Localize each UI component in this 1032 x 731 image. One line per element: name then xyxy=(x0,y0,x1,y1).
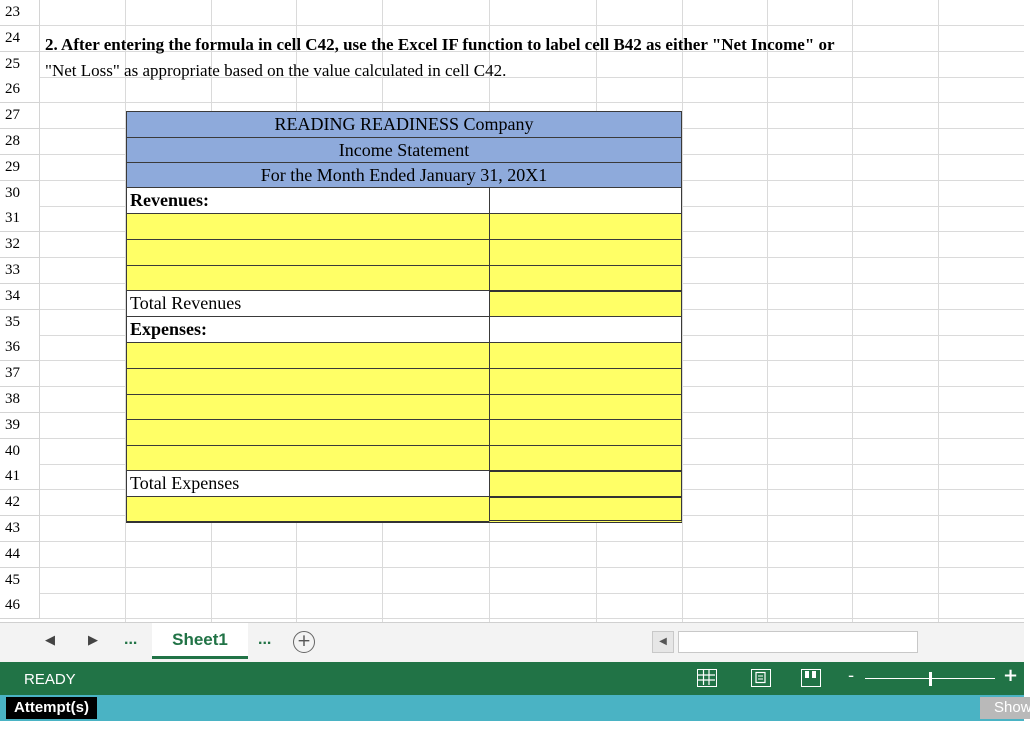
revenue-name-input-3[interactable] xyxy=(126,265,490,291)
zoom-in-button[interactable]: + xyxy=(1003,665,1019,686)
sheet-tab-sheet1[interactable]: Sheet1 xyxy=(152,623,248,659)
more-sheets-right-button[interactable]: ... xyxy=(258,631,272,648)
expense-amount-input-2[interactable] xyxy=(489,368,682,395)
zoom-out-button[interactable]: - xyxy=(848,666,855,686)
row-header[interactable]: 29 xyxy=(0,155,40,181)
status-mode-text: READY xyxy=(24,671,76,688)
row-header[interactable]: 36 xyxy=(0,335,40,361)
row-header[interactable]: 28 xyxy=(0,129,40,155)
revenue-amount-input-1[interactable] xyxy=(489,213,682,240)
total-revenues-amount-input[interactable] xyxy=(489,290,682,317)
row-header[interactable]: 27 xyxy=(0,103,40,129)
row-header[interactable]: 35 xyxy=(0,310,40,336)
row-gridline xyxy=(40,25,1024,26)
expense-name-input-5[interactable] xyxy=(126,445,490,471)
revenues-amount-cell[interactable] xyxy=(489,187,682,214)
normal-view-icon[interactable] xyxy=(697,669,717,687)
row-header[interactable]: 44 xyxy=(0,542,40,568)
row-header[interactable]: 31 xyxy=(0,206,40,232)
row-header[interactable]: 41 xyxy=(0,464,40,490)
row-header[interactable]: 39 xyxy=(0,413,40,439)
zoom-slider-thumb[interactable] xyxy=(929,672,932,686)
page-icon-svg xyxy=(752,670,769,685)
row-header[interactable]: 37 xyxy=(0,361,40,387)
row-header[interactable]: 32 xyxy=(0,232,40,258)
add-sheet-icon[interactable]: + xyxy=(293,631,315,653)
instruction-line-1: 2. After entering the formula in cell C42, use the Excel IF function to label cell B42 as either "Net Income" or xyxy=(45,35,835,54)
row-header[interactable]: 25 xyxy=(0,52,40,78)
row-header[interactable]: 40 xyxy=(0,439,40,465)
attempts-button[interactable]: Attempt(s) xyxy=(6,697,97,719)
column-gridline xyxy=(682,0,683,622)
total-expenses-label-cell[interactable]: Total Expenses xyxy=(126,470,490,497)
expense-name-input-4[interactable] xyxy=(126,419,490,446)
sheet-tab-bar xyxy=(0,622,1024,662)
row-gridline xyxy=(40,541,1024,542)
row-header[interactable]: 34 xyxy=(0,284,40,310)
scroll-left-arrow-icon[interactable]: ◀ xyxy=(652,631,674,653)
show-button[interactable]: Show xyxy=(980,697,1030,719)
row-gridline xyxy=(40,593,1024,594)
next-sheet-button[interactable]: ▶ xyxy=(88,633,98,648)
prev-sheet-button[interactable]: ◀ xyxy=(45,633,55,648)
bottom-strip xyxy=(0,721,1024,731)
row-gridline xyxy=(40,618,1024,619)
row-header[interactable]: 43 xyxy=(0,516,40,542)
expense-amount-input-3[interactable] xyxy=(489,394,682,420)
revenue-name-input-1[interactable] xyxy=(126,213,490,240)
expense-amount-input-5[interactable] xyxy=(489,445,682,471)
column-gridline xyxy=(852,0,853,622)
expenses-label-cell[interactable]: Expenses: xyxy=(126,316,490,343)
expense-amount-input-1[interactable] xyxy=(489,342,682,369)
row-gridline xyxy=(40,567,1024,568)
column-gridline xyxy=(938,0,939,622)
statement-period-cell[interactable]: For the Month Ended January 31, 20X1 xyxy=(126,162,682,188)
row-header[interactable]: 23 xyxy=(0,0,40,26)
net-income-amount-input-c42[interactable] xyxy=(489,496,682,523)
row-header[interactable]: 38 xyxy=(0,387,40,413)
row-header[interactable]: 46 xyxy=(0,593,40,619)
horizontal-scrollbar[interactable] xyxy=(678,631,918,653)
row-header[interactable]: 30 xyxy=(0,181,40,207)
row-header[interactable]: 24 xyxy=(0,26,40,52)
revenue-amount-input-3[interactable] xyxy=(489,265,682,291)
row-header[interactable]: 45 xyxy=(0,568,40,594)
total-revenues-label-cell[interactable]: Total Revenues xyxy=(126,290,490,317)
revenues-label-cell[interactable]: Revenues: xyxy=(126,187,490,214)
expense-name-input-2[interactable] xyxy=(126,368,490,395)
row-gridline xyxy=(40,102,1024,103)
row-header[interactable]: 26 xyxy=(0,77,40,103)
row-header[interactable]: 42 xyxy=(0,490,40,516)
attempt-bar xyxy=(0,695,1032,721)
instruction-line-2: "Net Loss" as appropriate based on the value calculated in cell C42. xyxy=(45,61,507,80)
total-expenses-amount-input[interactable] xyxy=(489,470,682,497)
expenses-amount-cell[interactable] xyxy=(489,316,682,343)
status-bar xyxy=(0,662,1024,695)
page-break-view-icon[interactable] xyxy=(801,669,821,687)
page-break-icon-svg xyxy=(802,670,819,685)
column-gridline xyxy=(767,0,768,622)
page-layout-view-icon[interactable] xyxy=(751,669,771,687)
company-name-cell[interactable]: READING READINESS Company xyxy=(126,111,682,138)
more-sheets-left-button[interactable]: ... xyxy=(124,631,138,648)
statement-title-cell[interactable]: Income Statement xyxy=(126,137,682,163)
expense-name-input-1[interactable] xyxy=(126,342,490,369)
expense-name-input-3[interactable] xyxy=(126,394,490,420)
revenue-name-input-2[interactable] xyxy=(126,239,490,266)
row-header[interactable]: 33 xyxy=(0,258,40,284)
expense-amount-input-4[interactable] xyxy=(489,419,682,446)
grid-icon-svg xyxy=(698,670,715,685)
net-income-label-input-b42[interactable] xyxy=(126,496,490,523)
revenue-amount-input-2[interactable] xyxy=(489,239,682,266)
